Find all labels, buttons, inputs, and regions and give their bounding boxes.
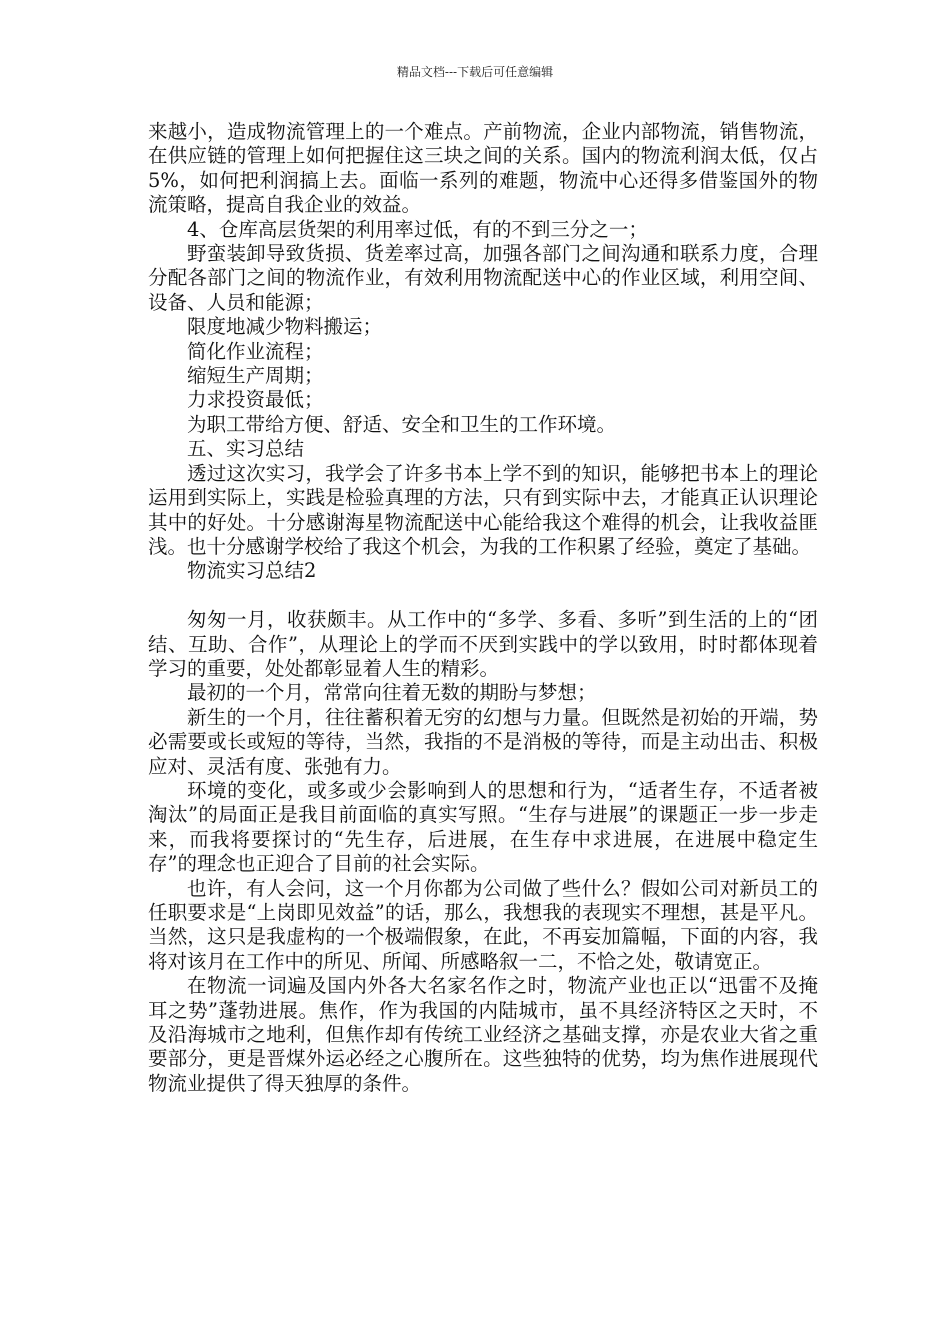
paragraph-3: 野蛮装卸导致货损、货差率过高，加强各部门之间沟通和联系力度，合理分配各部门之间的物流作业，有效利用物流配送中心的作业区域，利用空间、设备、人员和能源； bbox=[148, 242, 818, 314]
paragraph-18: 在物流一词遍及国内外各大名家名作之时，物流产业也正以“迅雷不及掩耳之势”蓬勃进展。焦作，作为我国的内陆城市，虽不具经济特区之天时，不及沿海城市之地利，但焦作却有传统工业经济之基础支撑，亦是农业大省之重要部分，更是晋煤外运必经之心腹所在。这些独特的优势，均为焦作进展现代物流业提供了得天独厚的条件。 bbox=[148, 974, 818, 1095]
paragraph-1: 来越小，造成物流管理上的一个难点。产前物流，企业内部物流，销售物流，在供应链的管理上如何把握住这三块之间的关系。国内的物流利润太低，仅占5%，如何把利润搞上去。面临一系列的难题，物流中心还得多借鉴国外的物流策略，提高自我企业的效益。 bbox=[148, 120, 818, 217]
paragraph-2: 4、仓库高层货架的利用率过低，有的不到三分之一； bbox=[187, 217, 648, 241]
document-body bbox=[148, 120, 818, 1096]
paragraph-17: 也许，有人会问，这一个月你都为公司做了些什么？假如公司对新员工的任职要求是“上岗即见效益”的话，那么，我想我的表现实不理想，甚是平凡。当然，这只是我虚构的一个极端假象，在此，不再妄加篇幅，下面的内容，我将对该月在工作中的所见、所闻、所感略叙一二，不恰之处，敬请宽正。 bbox=[148, 876, 818, 973]
paragraph-13: 匆匆一月，收获颇丰。从工作中的“多学、多看、多听”到生活的上的“团结、互助、合作”，从理论上的学而不厌到实践中的学以致用，时时都体现着学习的重要，处处都彰显着人生的精彩。 bbox=[148, 608, 818, 680]
paragraph-7: 力求投资最低； bbox=[187, 388, 324, 412]
paragraph-15: 新生的一个月，往往蓄积着无穷的幻想与力量。但既然是初始的开端，势必需要或长或短的等待，当然，我指的不是消极的等待，而是主动出击、积极应对、灵活有度、张弛有力。 bbox=[148, 705, 818, 778]
paragraph-5: 简化作业流程； bbox=[187, 339, 324, 363]
paragraph-4: 限度地减少物料搬运； bbox=[187, 315, 383, 339]
blank-line bbox=[148, 584, 818, 608]
page-header: 精品文档---下载后可任意编辑 bbox=[396, 65, 554, 79]
paragraph-10: 透过这次实习，我学会了许多书本上学不到的知识，能够把书本上的理论运用到实际上，实践是检验真理的方法，只有到实际中去，才能真正认识理论其中的好处。十分感谢海星物流配送中心能给我这个难得的机会，让我收益匪浅。也十分感谢学校给了我这个机会，为我的工作积累了经验，奠定了基础。 bbox=[148, 461, 818, 558]
paragraph-16: 环境的变化，或多或少会影响到人的思想和行为，“适者生存，不适者被淘汰”的局面正是我目前面临的真实写照。“生存与进展”的课题正一步一步走来，而我将要探讨的“先生存，后进展，在生存中求进展，在进展中稳定生存”的理念也正迎合了目前的社会实际。 bbox=[148, 778, 818, 876]
paragraph-14: 最初的一个月，常常向往着无数的期盼与梦想； bbox=[187, 681, 597, 705]
section-heading-summary-2: 物流实习总结2 bbox=[187, 559, 317, 583]
paragraph-6: 缩短生产周期； bbox=[187, 364, 324, 388]
section-heading-summary: 五、实习总结 bbox=[187, 437, 305, 461]
paragraph-8: 为职工带给方便、舒适、安全和卫生的工作环境。 bbox=[187, 412, 617, 436]
